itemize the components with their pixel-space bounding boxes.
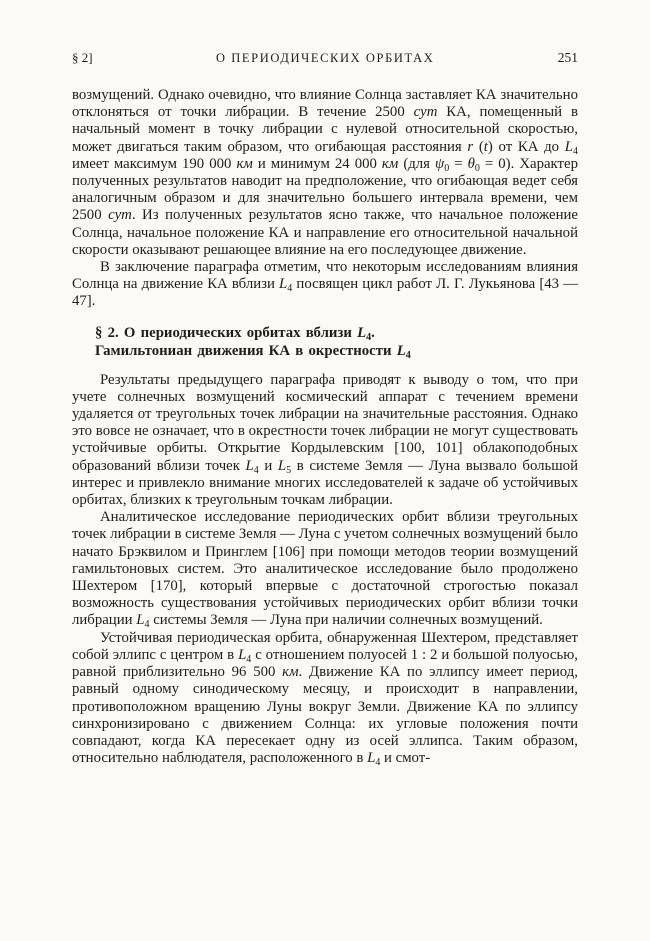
heading-line: Гамильтониан движения КА в окрестности $L_4$ (95, 343, 411, 362)
paragraph: возмущений. Однако очевидно, что влияние Солнца заставляет КА значительно отклоняться от точки либрации. В течение 2500 сут КА, помещенный в начальный момент в точку либрации с нулевой относительной скоростью, может двигаться таким образом, что огибающая расстояния r (t) от КА до $L_4$ имеет максимум 190 000 км и минимум 24 000 км (для $\psi_0 = \theta_0 = 0$). Характер полученных результатов наводит на предположение, что огибающая ведет себя аналогичным образом и для значительно большего интервала времени, чем 2500 сут. Из полученных результатов ясно также, что начальное положение Солнца, начальное положение КА и направление его относительной начальной скорости оказывают решающее влияние на его последующее движение. (72, 87, 578, 258)
paragraph: Аналитическое исследование периодических орбит вблизи треугольных точек либрации в системе Земля — Луна с учетом солнечных возмущений было начато Брэквилом и Принглем [106] при помощи методов теории возмущений гамильтоновых систем. Это аналитическое исследование было продолжено Шехтером [170], который впервые с достаточной строгостью показал возможность существования устойчивых периодических орбит вблизи точки либрации $L_4$ системы Земля — Луна при наличии солнечных возмущений. (72, 509, 578, 631)
paragraph: В заключение параграфа отметим, что некоторым исследованиям влияния Солнца на движение КА вблизи $L_4$ посвящен цикл работ Л. Г. Лукьянова [43 — 47]. (72, 259, 578, 310)
section-marker: § 2] (72, 50, 93, 65)
running-head (72, 50, 578, 66)
running-title: О ПЕРИОДИЧЕСКИХ ОРБИТАХ (215, 51, 435, 65)
section-heading (95, 324, 578, 361)
page-number: 251 (557, 50, 578, 65)
paragraph: Результаты предыдущего параграфа приводят к выводу о том, что при учете солнечных возмущений космический аппарат с течением времени удаляется от треугольных точек либрации на значительные расстояния. Однако это вовсе не означает, что в окрестности точек либрации не могут существовать устойчивые орбиты. Открытие Кордылевским [100, 101] облакоподобных образований вблизи точек $L_4$ и $L_5$ в системе Земля — Луна вызвало большой интерес и привлекло внимание многих исследователей к задаче об устойчивых орбитах, близких к треугольным точкам либрации. (72, 371, 578, 509)
heading-line: § 2. О периодических орбитах вблизи $L_4$. (95, 324, 375, 343)
paragraph: Устойчивая периодическая орбита, обнаруженная Шехтером, представляет собой эллипс с центром в $L_4$ с отношением полуосей 1 : 2 и большой полуосью, равной приблизительно 96 500 км. Движение КА по эллипсу имеет период, равный одному синодическому месяцу, и происходит в направлении, противоположном вращению Луны вокруг Земли. Движение КА по эллипсу синхронизировано с движением Солнца: их угловые положения почти совпадают, когда КА пересекает одну из осей эллипса. Таким образом, относительно наблюдателя, расположенного в $L_4$ и смот- (72, 629, 578, 769)
page-body (72, 87, 578, 767)
